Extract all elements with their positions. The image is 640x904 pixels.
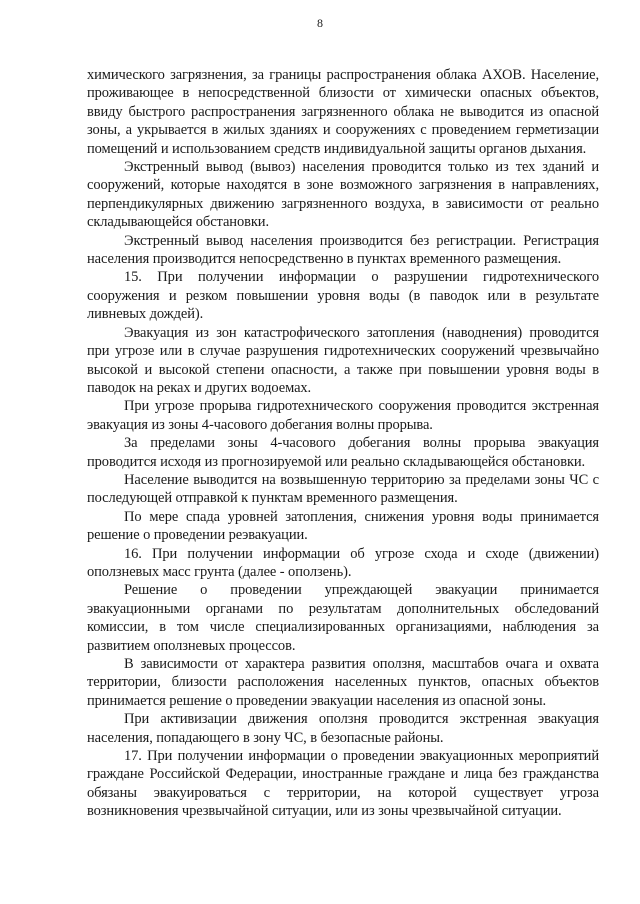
paragraph: Население выводится на возвышенную территорию за пределами зоны ЧС с последующей отправкой к пунктам временного размещения. <box>87 471 599 507</box>
paragraph: При активизации движения оползня проводится экстренная эвакуация населения, попадающего в зону ЧС, в безопасные районы. <box>87 711 599 746</box>
section-17-paragraph: 17. При получении информации о проведении эвакуационных мероприятий граждане Российской Федерации, иностранные граждане и лица без гражданства обязаны эвакуироваться с территории, на которой существует угроза возникновения чрезвычайной ситуации, или из зоны чрезвычайной ситуации. <box>87 748 599 820</box>
document-body <box>87 66 599 821</box>
section-15-heading: 15. При получении информации о разрушении гидротехнического сооружения и резком повышении уровня воды (в паводок или в результате ливневых дождей). <box>87 269 599 323</box>
paragraph: В зависимости от характера развития оползня, масштабов очага и охвата территории, близости расположения населенных пунктов, опасных объектов принимается решение о проведении эвакуации населения из опасной зоны. <box>87 656 599 709</box>
paragraph: По мере спада уровней затопления, снижения уровня воды принимается решение о проведении реэвакуации. <box>87 508 599 544</box>
paragraph: Эвакуация из зон катастрофического затопления (наводнения) проводится при угрозе или в случае разрушения гидротехнических сооружений чрезвычайно высокой и высокой степени опасности, а также при повышении уровня воды в паводок на реках и других водоемах. <box>87 324 599 396</box>
paragraph: За пределами зоны 4-часового добегания волны прорыва эвакуация проводится исходя из прогнозируемой или реально складывающейся обстановки. <box>87 435 599 470</box>
paragraph: Решение о проведении упреждающей эвакуации принимается эвакуационными органами по результатам дополнительных обследований комиссии, в том числе специализированных организациями, наблюдения за развитием оползневых процессов. <box>87 582 599 654</box>
paragraph: Экстренный вывод населения производится без регистрации. Регистрация населения производится непосредственно в пунктах временного размещения. <box>87 232 599 268</box>
paragraph: химического загрязнения, за границы распространения облака АХОВ. Население, проживающее в непосредственной близости от химически опасных объектов, ввиду быстрого распространения загрязненного облака не выводится из опасной зоны, а укрывается в жилых зданиях и сооружениях с проведением герметизации помещений и использованием средств индивидуальной защиты органов дыхания. <box>87 67 599 157</box>
section-16-heading: 16. При получении информации об угрозе схода и сходе (движении) оползневых масс грунта (далее - оползень). <box>87 545 599 580</box>
page-number: 8 <box>317 16 323 30</box>
paragraph: При угрозе прорыва гидротехнического сооружения проводится экстренная эвакуация из зоны 4-часового добегания волны прорыва. <box>87 398 599 433</box>
paragraph: Экстренный вывод (вывоз) населения проводится только из тех зданий и сооружений, которые находятся в зоне возможного загрязнения в направлениях, перпендикулярных движению загрязненного воздуха, в зависимости от реально складывающейся обстановки. <box>87 159 599 231</box>
